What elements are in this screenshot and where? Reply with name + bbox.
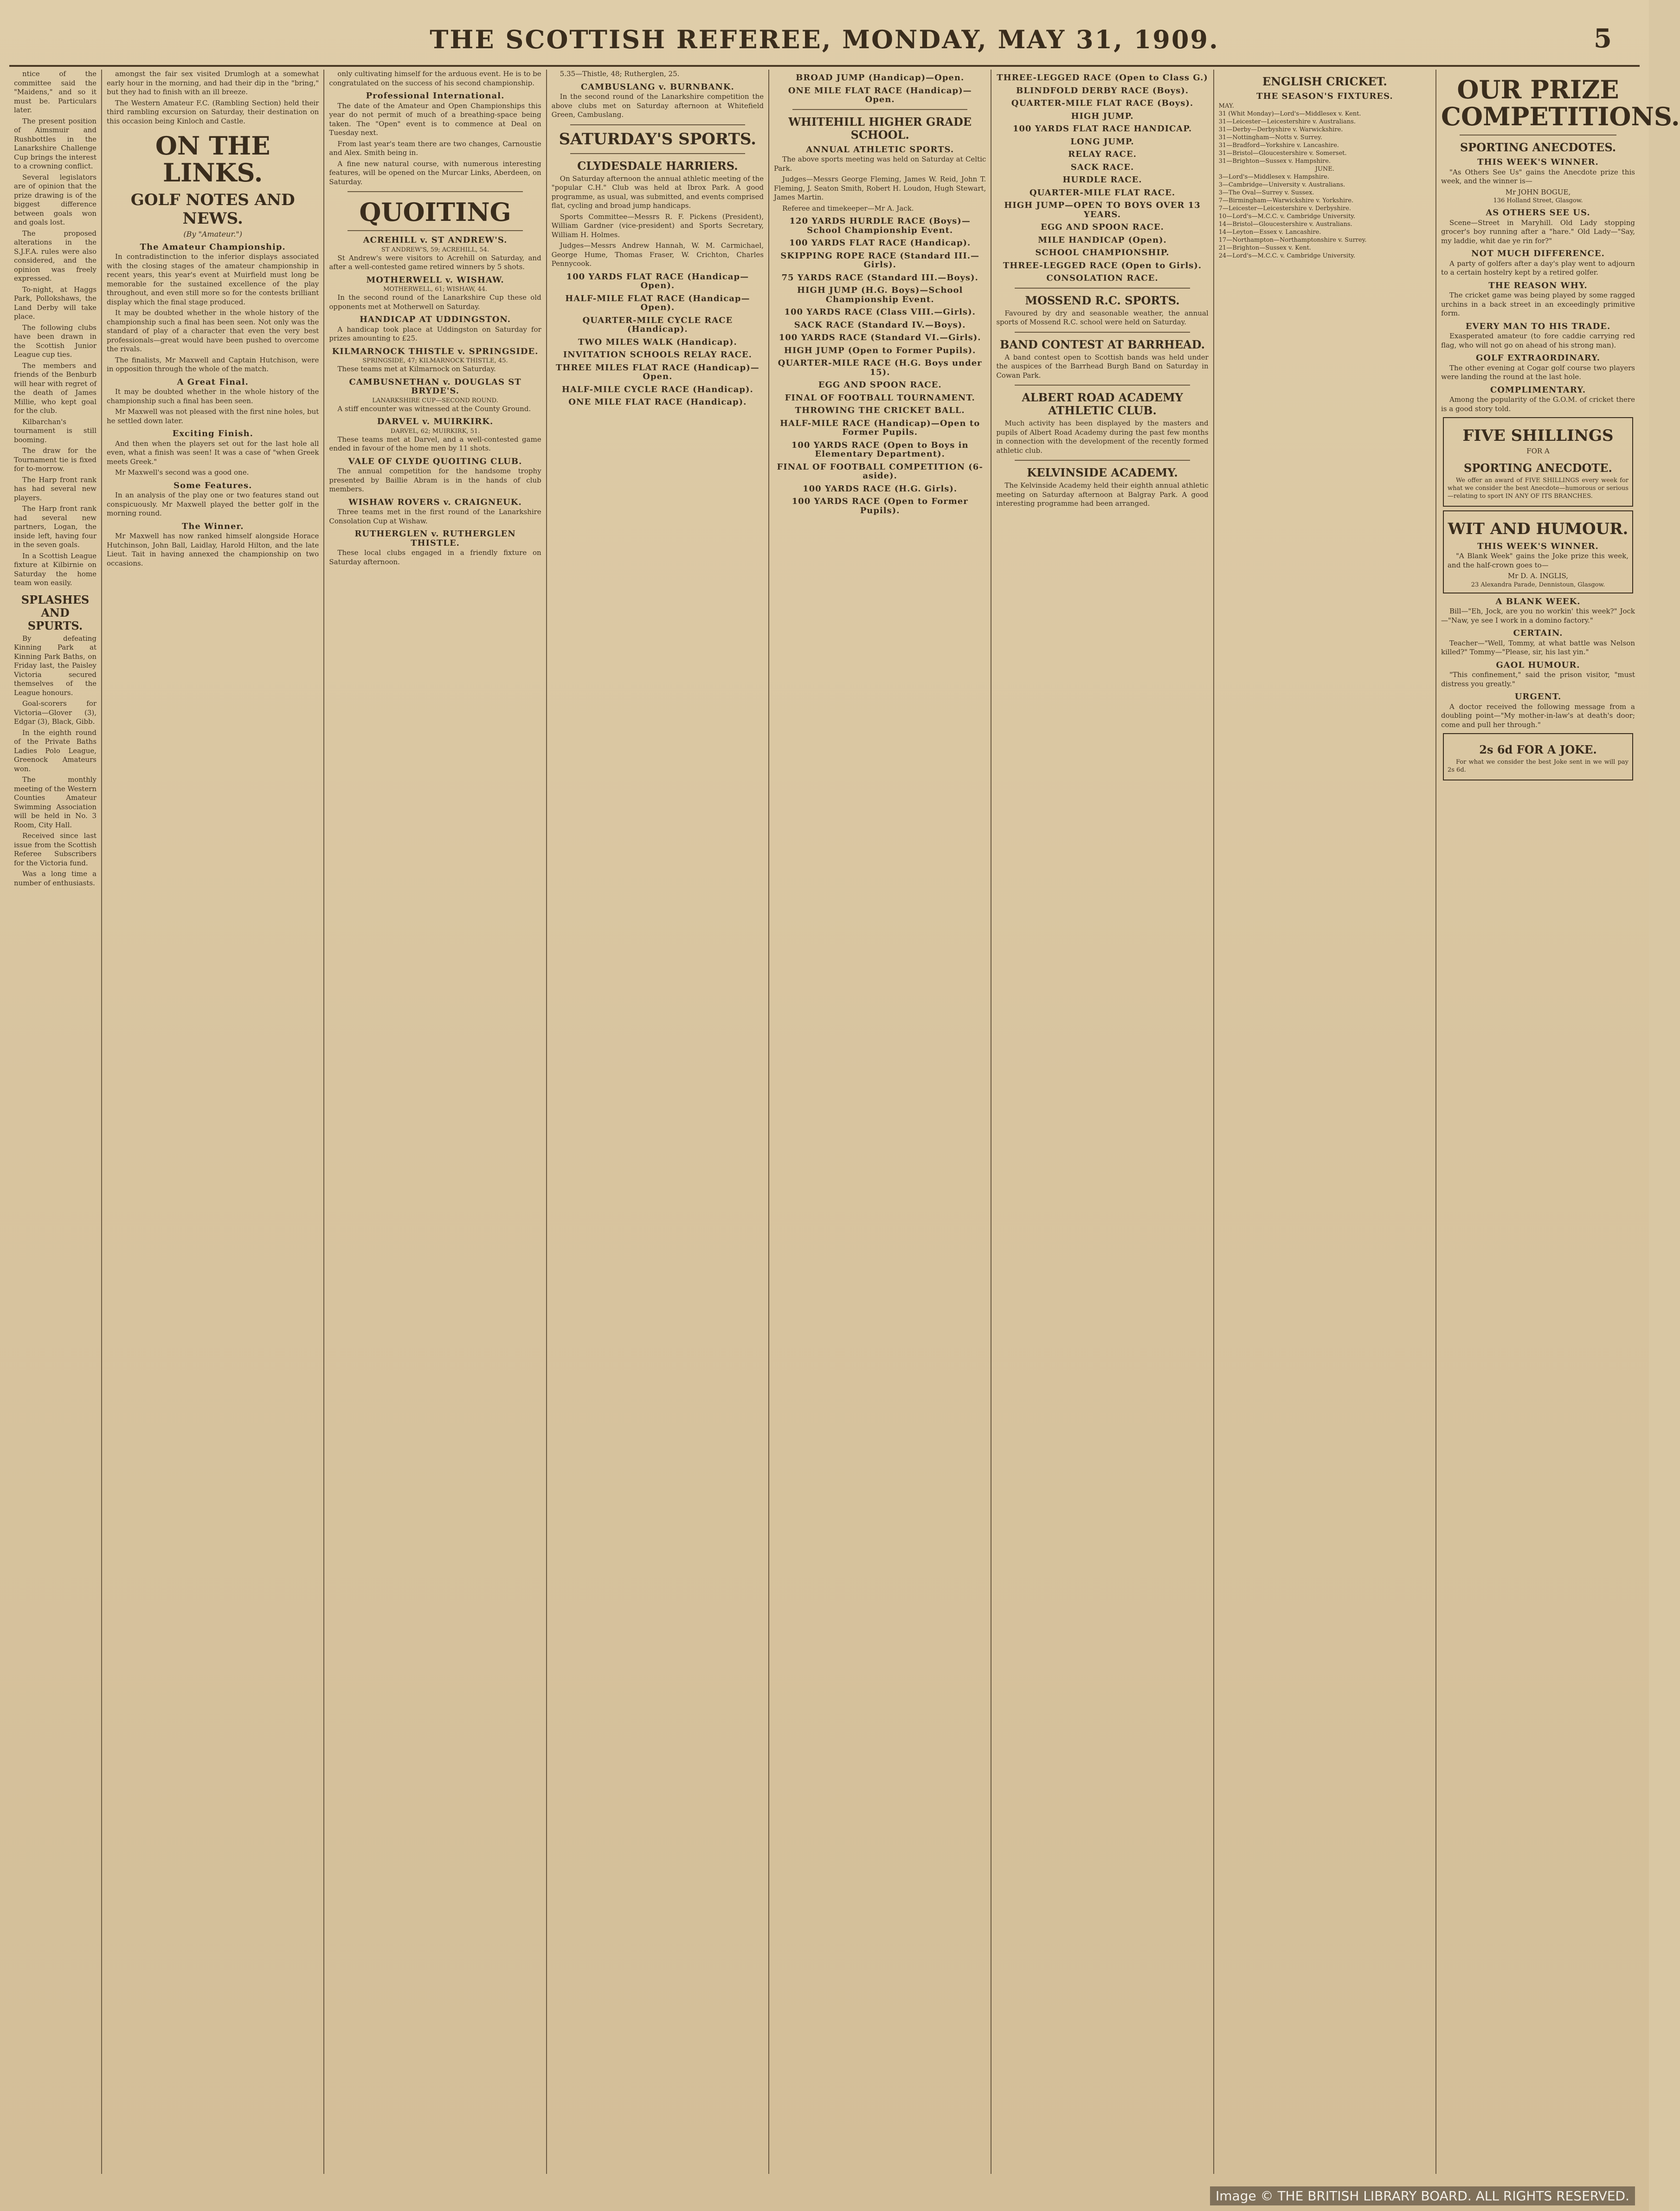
match-body: Three teams met in the first round of the Lanarkshire Consolation Cup at Wishaw. [329, 508, 541, 525]
article-paragraph: The Western Amateur F.C. (Rambling Section) held their third rambling excursion on Saturday, their destination on this occasion being Kinloch and Castle. [107, 98, 319, 125]
article-paragraph: The Harp front rank has had several new players. [14, 475, 97, 502]
event-title: THREE-LEGGED RACE (Open to Class G.) [997, 73, 1208, 83]
article-paragraph: Judges—Messrs Andrew Hannah, W. M. Carmichael, George Hume, Thomas Fraser, W. Crichton, Charles Pennycook. [551, 241, 764, 268]
article-paragraph: Sports Committee—Messrs R. F. Pickens (President), William Gardner (vice-president) and Sports Secretary, William H. Holmes. [551, 212, 764, 239]
divider [1015, 332, 1190, 333]
article-paragraph: only cultivating himself for the arduous event. He is to be congratulated on the success of his second championship. [329, 70, 541, 87]
event-title: INVITATION SCHOOLS RELAY RACE. [563, 350, 752, 360]
column-8 [1436, 70, 1680, 2174]
section-subheading: SPORTING ANECDOTES. [1460, 141, 1616, 154]
article-paragraph: The monthly meeting of the Western Counties Amateur Swimming Association will be held in No. 3 Room, City Hall. [14, 775, 97, 829]
offer-text: We offer an award of FIVE SHILLINGS every week for what we consider the best Anecdote—humorous or serious—relating to sport IN ANY OF ITS BRANCHES. [1447, 477, 1629, 500]
divider [1015, 385, 1190, 386]
article-paragraph: The Kelvinside Academy held their eighth annual athletic meeting on Saturday afternoon at Balgray Park. A good interesting programme had been arranged. [996, 481, 1209, 508]
story-text: The cricket game was being played by some ragged urchins in a back street in an exceedingly primitive form. [1441, 291, 1635, 317]
match-score: DARVEL, 62; MUIRKIRK, 51. [390, 427, 480, 435]
winner-name: Mr JOHN BOGUE, [1505, 187, 1571, 196]
fixture-line: 17—Northampton—Northamptonshire v. Surrey. [1218, 236, 1367, 244]
section-heading: SPLASHES AND SPURTS. [21, 593, 90, 632]
subsection-title: CAMBUSLANG v. BURNBANK. [580, 82, 734, 92]
subsection-title: Some Features. [173, 480, 252, 490]
image-credit: Image © THE BRITISH LIBRARY BOARD. ALL RIGHTS RESERVED. [1210, 2186, 1635, 2205]
divider [570, 124, 745, 125]
column-6 [991, 70, 1214, 2174]
article-paragraph: The members and friends of the Benburb will hear with regret of the death of James Millie, who kept goal for the club. [14, 361, 97, 415]
joke-prize-text: For what we consider the best Joke sent in we will pay 2s 6d. [1447, 759, 1629, 774]
story-title: COMPLIMENTARY. [1490, 385, 1586, 395]
story-text: The other evening at Cogar golf course two players were landing the round at the last hole. [1441, 363, 1635, 381]
event-title: QUARTER-MILE RACE (H.G. Boys under 15). [778, 358, 982, 377]
fixture-line: 31—Brighton—Sussex v. Hampshire. [1218, 157, 1331, 165]
article-paragraph: Goal-scorers for Victoria—Glover (3), Edgar (3), Black, Gibb. [14, 699, 97, 726]
section-subheading: GOLF NOTES AND NEWS. [130, 191, 295, 228]
winner-text: "A Blank Week" gains the Joke prize this week, and the half-crown goes to— [1447, 552, 1629, 569]
fixture-line: 31—Nottingham—Notts v. Surrey. [1218, 134, 1322, 141]
match-title: WISHAW ROVERS v. CRAIGNEUK. [348, 497, 522, 507]
subsection-title: Exciting Finish. [172, 429, 253, 438]
match-report [329, 347, 541, 374]
fixture-line: 31—Bradford—Yorkshire v. Lancashire. [1218, 142, 1339, 149]
article-paragraph: In contradistinction to the inferior displays associated with the closing stages of the amateur championship in recent years, this year's event at Muirfield must long be memorable for the sustained excellence of the play throughout, and even still more so for the contests brilliant display which the final stage produced. [107, 252, 319, 306]
event-title: QUARTER-MILE CYCLE RACE (Handicap). [582, 315, 733, 334]
divider [570, 153, 745, 154]
wit-box [1443, 510, 1633, 593]
joke-title: A BLANK WEEK. [1495, 596, 1581, 606]
article-paragraph: And then when the players set out for the last hole all even, what a finish was seen! It was a case of "when Greek meets Greek." [107, 439, 319, 466]
event-title: 75 YARDS RACE (Standard III.—Boys). [781, 272, 978, 283]
subsection-title: Professional International. [366, 91, 505, 101]
event-title: QUARTER-MILE FLAT RACE. [1029, 187, 1176, 198]
match-body: A stiff encounter was witnessed at the County Ground. [337, 404, 531, 413]
event-title: 100 YARDS RACE (Standard VI.—Girls). [779, 333, 981, 342]
match-title: HANDICAP AT UDDINGSTON. [360, 315, 511, 324]
article-paragraph: The finalists, Mr Maxwell and Captain Hutchison, were in opposition through the whole of the match. [107, 355, 319, 373]
section-heading: SATURDAY'S SPORTS. [559, 129, 757, 148]
match-score: ST ANDREW'S, 59; ACREHILL, 54. [381, 246, 489, 253]
article-paragraph: Several legislators are of opinion that the prize drawing is of the biggest difference between goals won and goals lost. [14, 173, 97, 226]
event-title: BLINDFOLD DERBY RACE (Boys). [1016, 85, 1189, 96]
divider [1015, 460, 1190, 461]
subsection-title: The Winner. [181, 521, 244, 531]
article-paragraph: The present position of Aimsmuir and Rushbottles in the Lanarkshire Challenge Cup brings the interest to a crowning conflict. [14, 116, 97, 170]
event-title: ONE MILE FLAT RACE (Handicap). [568, 397, 747, 407]
subsection-title: A Great Final. [177, 377, 249, 387]
event-title: SCHOOL CHAMPIONSHIP. [1035, 248, 1170, 258]
article-paragraph: On Saturday afternoon the annual athletic meeting of the "popular C.H." Club was held at Ibrox Park. A good programme, as usual, was submitted, and events comprised flat, cycling and broad jump handicaps. [551, 174, 764, 210]
joke-title: CERTAIN. [1513, 628, 1563, 638]
event-title: 100 YARDS RACE (Class VIII.—Girls). [784, 307, 976, 317]
article-paragraph: The following clubs have been drawn in the Scottish Junior League cup ties. [14, 323, 97, 359]
article-paragraph: To-night, at Haggs Park, Pollokshaws, the Land Derby will take place. [14, 285, 97, 321]
event-title: LONG JUMP. [1070, 136, 1134, 147]
event-title: 100 YARDS FLAT RACE (Handicap). [789, 238, 971, 248]
columns [9, 70, 1680, 2174]
event-title: MILE HANDICAP (Open). [1038, 235, 1167, 245]
column-1 [9, 70, 102, 2174]
section-heading: ON THE LINKS. [155, 131, 270, 187]
section-subheading: CLYDESDALE HARRIERS. [577, 159, 738, 173]
match-report [329, 236, 541, 272]
fixture-month: JUNE. [1315, 165, 1334, 173]
winner-label: THIS WEEK'S WINNER. [1477, 157, 1599, 167]
event-title: BROAD JUMP (Handicap)—Open. [796, 73, 965, 83]
match-title: DARVEL v. MUIRKIRK. [377, 417, 494, 426]
event-title: 100 YARDS FLAT RACE (Handicap—Open). [566, 271, 749, 290]
article-paragraph: Received since last issue from the Scottish Referee Subscribers for the Victoria fund. [14, 832, 97, 867]
event-title: HURDLE RACE. [1062, 175, 1142, 185]
winner-text: "As Others See Us" gains the Anecdote prize this week, and the winner is— [1441, 168, 1635, 185]
story-text: Scene—Street in Maryhill. Old Lady stopping grocer's boy running after a "hare." Old Lady—"Say, my laddie, whit dae ye rin for?" [1441, 218, 1635, 245]
winner-name: Mr D. A. INGLIS, [1507, 572, 1569, 580]
fixture-line: MAY. [1218, 102, 1234, 110]
match-score: LANARKSHIRE CUP—SECOND ROUND. [372, 397, 498, 404]
offer-title: FIVE SHILLINGS [1462, 426, 1614, 445]
article-paragraph: Was a long time a number of enthusiasts. [14, 870, 97, 887]
article-paragraph: A band contest open to Scottish bands was held under the auspices of the Barrhead Burgh Band on Saturday in Cowan Park. [996, 353, 1209, 380]
section-heading: WHITEHILL HIGHER GRADE SCHOOL. [788, 115, 972, 142]
match-report [329, 315, 541, 343]
article-paragraph: In the second round of the Lanarkshire competition the above clubs met on Saturday afternoon at Whitefield Green, Cambuslang. [551, 92, 764, 119]
article-paragraph: In a Scottish League fixture at Kilbirnie on Saturday the home team won easily. [14, 551, 97, 587]
story-title: AS OTHERS SEE US. [1486, 208, 1590, 218]
masthead-rule [9, 65, 1640, 67]
fixture-line: 31—Bristol—Gloucestershire v. Somerset. [1218, 149, 1347, 157]
event-title: HIGH JUMP (Open to Former Pupils). [784, 345, 976, 355]
fixture-line: 31 (Whit Monday)—Lord's—Middlesex v. Kent. [1218, 110, 1361, 117]
story-title: THE REASON WHY. [1488, 280, 1588, 290]
joke-text: Bill—"Eh, Jock, are you no workin' this week?" Jock—"Naw, ye see I work in a domino factory." [1441, 607, 1635, 625]
match-title: MOTHERWELL v. WISHAW. [366, 275, 504, 285]
offer-for: FOR A [1526, 447, 1550, 455]
fixture-line: 3—Lord's—Middlesex v. Hampshire. [1218, 173, 1330, 180]
article-paragraph: It may be doubted whether in the whole history of the championship such a final has been seen. [107, 387, 319, 405]
column-4 [547, 70, 769, 2174]
article-paragraph: In an analysis of the play one or two features stand out conspicuously. Mr Maxwell played the better golf in the morning round. [107, 491, 319, 517]
story-text: Exasperated amateur (to fore caddie carrying red flag, who will not go on ahead of his strong man). [1441, 332, 1635, 349]
match-report [329, 529, 541, 567]
story-text: A party of golfers after a day's play went to adjourn to a certain hostelry kept by a retired golfer. [1441, 259, 1635, 277]
article-paragraph: It may be doubted whether in the whole history of the championship such a final has been seen. Not only was the standard of play of a character that even the very best professionals—great would have been pushed to overcome the rivals. [107, 309, 319, 353]
match-score: MOTHERWELL, 61; WISHAW, 44. [383, 286, 488, 293]
match-body: St Andrew's were visitors to Acrehill on Saturday, and after a well-contested game retired winners by 5 shots. [329, 253, 541, 271]
match-title: RUTHERGLEN v. RUTHERGLEN THISTLE. [354, 529, 516, 548]
column-5 [769, 70, 991, 2174]
article-paragraph: The date of the Amateur and Open Championships this year do not permit of much of a breathing-space being taken. The "Open" event is to commence at Deal on Tuesday next. [329, 101, 541, 137]
fixture-line: 31—Derby—Derbyshire v. Warwickshire. [1218, 126, 1343, 133]
match-body: These teams met at Kilmarnock on Saturday. [337, 365, 496, 373]
match-body: The annual competition for the handsome trophy presented by Baillie Abram is in the hands of club members. [329, 467, 541, 493]
page-number: 5 [1594, 23, 1612, 54]
article-paragraph: 5.35—Thistle, 48; Rutherglen, 25. [560, 70, 680, 78]
event-title: QUARTER-MILE FLAT RACE (Boys). [1011, 98, 1194, 108]
story-text: Among the popularity of the G.O.M. of cricket there is a good story told. [1441, 395, 1635, 413]
column-2 [102, 70, 324, 2174]
divider [792, 109, 967, 110]
divider [348, 191, 522, 192]
event-title: TWO MILES WALK (Handicap). [578, 337, 737, 347]
column-3 [324, 70, 547, 2174]
event-title: SKIPPING ROPE RACE (Standard III.—Girls). [780, 251, 980, 270]
column-7 [1214, 70, 1436, 2174]
event-title: THREE-LEGGED RACE (Open to Girls). [1003, 260, 1202, 271]
article-paragraph: Mr Maxwell was not pleased with the first nine holes, but he settled down later. [107, 407, 319, 425]
fixture-line: 3—Cambridge—University v. Australians. [1218, 181, 1345, 188]
joke-prize-box [1443, 733, 1633, 780]
joke-prize-title: 2s 6d FOR A JOKE. [1479, 743, 1597, 756]
joke-title: URGENT. [1514, 692, 1562, 702]
story-title: EVERY MAN TO HIS TRADE. [1465, 321, 1611, 331]
match-title: KILMARNOCK THISTLE v. SPRINGSIDE. [332, 346, 539, 356]
event-title: EGG AND SPOON RACE. [818, 380, 942, 390]
event-title: ONE MILE FLAT RACE (Handicap)—Open. [788, 85, 972, 104]
event-title: 100 YARDS RACE (Open to Boys in Elementary Department). [791, 440, 969, 459]
event-title: CONSOLATION RACE. [1046, 273, 1159, 283]
article-paragraph: A fine new natural course, with numerous interesting features, will be opened on the Murcar Links, Aberdeen, on Saturday. [329, 159, 541, 186]
divider [348, 230, 522, 231]
article-paragraph: From last year's team there are two changes, Carnoustie and Alex. Smith being in. [329, 139, 541, 157]
event-title: HIGH JUMP (H.G. Boys)—School Championship Event. [797, 285, 963, 304]
event-title: EGG AND SPOON RACE. [1041, 222, 1164, 232]
match-title: VALE OF CLYDE QUOITING CLUB. [348, 456, 522, 466]
offer-subtitle: SPORTING ANECDOTE. [1464, 461, 1612, 475]
article-paragraph: Kilbarchan's tournament is still booming. [14, 417, 97, 444]
section-subheading: ANNUAL ATHLETIC SPORTS. [806, 144, 954, 155]
article-paragraph: The draw for the Tournament tie is fixed for to-morrow. [14, 446, 97, 473]
event-title: FINAL OF FOOTBALL COMPETITION (6-aside). [777, 462, 983, 481]
section-subheading: THE SEASON'S FIXTURES. [1256, 91, 1393, 101]
event-title: HALF-MILE CYCLE RACE (Handicap). [561, 384, 753, 394]
article-paragraph: Favoured by dry and seasonable weather, the annual sports of Mossend R.C. school were held on Saturday. [996, 309, 1209, 326]
section-heading: ALBERT ROAD ACADEMY ATHLETIC CLUB. [1022, 391, 1183, 417]
article-paragraph: Judges—Messrs George Fleming, James W. Reid, John T. Fleming, J. Seaton Smith, Robert H. Loudon, Hugh Stewart, James Martin. [774, 175, 986, 201]
match-title: CAMBUSNETHAN v. DOUGLAS ST BRYDE'S. [349, 377, 521, 396]
event-title: SACK RACE (Standard IV.—Boys). [794, 320, 966, 330]
event-title: THREE MILES FLAT RACE (Handicap)—Open. [555, 362, 760, 381]
match-body: These teams met at Darvel, and a well-contested game ended in favour of the home men by 11 shots. [329, 435, 541, 452]
section-heading: ENGLISH CRICKET. [1262, 75, 1387, 88]
wit-title: WIT AND HUMOUR. [1448, 519, 1629, 538]
match-report [329, 276, 541, 312]
match-body: A handicap took place at Uddingston on Saturday for prizes amounting to £25. [329, 325, 541, 342]
divider [1015, 288, 1190, 289]
fixture-line: 10—Lord's—M.C.C. v. Cambridge University. [1218, 213, 1356, 220]
event-title: SACK RACE. [1070, 162, 1134, 172]
article-paragraph: Much activity has been displayed by the masters and pupils of Albert Road Academy during the past few months in connection with the development of the recently formed athletic club. [996, 419, 1209, 455]
match-score: SPRINGSIDE, 47; KILMARNOCK THISTLE, 45. [362, 357, 508, 364]
event-title: 100 YARDS FLAT RACE HANDICAP. [1012, 124, 1192, 134]
article-paragraph: The above sports meeting was held on Saturday at Celtic Park. [774, 155, 986, 173]
section-heading: QUOITING [359, 197, 511, 227]
match-report [329, 498, 541, 526]
match-title: ACREHILL v. ST ANDREW'S. [363, 235, 508, 245]
fixture-line: 3—The Oval—Surrey v. Sussex. [1218, 189, 1314, 196]
fixture-line: 14—Bristol—Gloucestershire v. Australians. [1218, 220, 1352, 228]
article-paragraph: The proposed alterations in the S.J.F.A. rules were also considered, and the opinion was freely expressed. [14, 229, 97, 283]
fixture-line: 7—Leicester—Leicestershire v. Derbyshire. [1218, 205, 1351, 212]
joke-text: A doctor received the following message from a doubling point—"My mother-in-law's at death's door; come and pull her through." [1441, 702, 1635, 729]
match-body: These local clubs engaged in a friendly fixture on Saturday afternoon. [329, 548, 541, 566]
match-body: In the second round of the Lanarkshire Cup these old opponents met at Motherwell on Saturday. [329, 293, 541, 311]
event-title: 120 YARDS HURDLE RACE (Boys)—School Championship Event. [789, 216, 971, 235]
event-title: 100 YARDS RACE (Open to Former Pupils). [792, 496, 968, 516]
article-paragraph: Mr Maxwell has now ranked himself alongside Horace Hutchinson, John Ball, Laidlay, Harold Hilton, and the late Lieut. Tait in having annexed the championship on two occasions. [107, 532, 319, 567]
section-heading: OUR PRIZE COMPETITIONS. [1441, 75, 1680, 131]
offer-box [1443, 417, 1633, 507]
section-heading: KELVINSIDE ACADEMY. [1027, 466, 1178, 479]
event-title: HIGH JUMP—OPEN TO BOYS OVER 13 YEARS. [1004, 200, 1201, 219]
winner-label: THIS WEEK'S WINNER. [1477, 541, 1599, 551]
winner-address: 136 Holland Street, Glasgow. [1493, 197, 1583, 204]
byline: (By "Amateur.") [183, 230, 242, 239]
story-title: NOT MUCH DIFFERENCE. [1471, 249, 1605, 258]
section-heading: MOSSEND R.C. SPORTS. [1025, 293, 1180, 307]
joke-text: "This confinement," said the prison visitor, "must distress you greatly." [1441, 670, 1635, 688]
event-title: HIGH JUMP. [1071, 111, 1134, 121]
event-title: HALF-MILE FLAT RACE (Handicap—Open). [565, 293, 750, 312]
fixture-line: 14—Leyton—Essex v. Lancashire. [1218, 228, 1321, 236]
subsection-title: The Amateur Championship. [140, 242, 286, 252]
event-title: FINAL OF FOOTBALL TOURNAMENT. [785, 393, 975, 403]
event-title: RELAY RACE. [1068, 149, 1137, 159]
fixture-line: 21—Brighton—Sussex v. Kent. [1218, 244, 1311, 251]
event-title: 100 YARDS RACE (H.G. Girls). [803, 483, 958, 494]
fixture-line: 24—Lord's—M.C.C. v. Cambridge University. [1218, 252, 1356, 259]
match-report [329, 457, 541, 494]
joke-text: Teacher—"Well, Tommy, at what battle was Nelson killed?" Tommy—"Please, sir, his last yin." [1441, 638, 1635, 656]
match-report [329, 417, 541, 453]
masthead-title: THE SCOTTISH REFEREE, MONDAY, MAY 31, 1909. [430, 25, 1219, 54]
article-paragraph: Mr Maxwell's second was a good one. [115, 468, 249, 477]
fixture-line: 7—Birmingham—Warwickshire v. Yorkshire. [1218, 197, 1354, 204]
event-title: HALF-MILE RACE (Handicap)—Open to Former Pupils. [780, 418, 980, 437]
article-paragraph: Referee and timekeeper—Mr A. Jack. [782, 204, 914, 213]
event-title: THROWING THE CRICKET BALL. [795, 406, 965, 415]
joke-title: GAOL HUMOUR. [1496, 660, 1580, 670]
story-title: GOLF EXTRAORDINARY. [1475, 353, 1600, 363]
article-paragraph: ntice of the committee said the "Maidens," and so it must be. Particulars later. [14, 70, 97, 114]
article-paragraph: amongst the fair sex visited Drumlogh at a somewhat early hour in the morning, and had their dip in the "bring," but they had to finish with an ill breeze. [107, 70, 319, 96]
winner-address: 23 Alexandra Parade, Dennistoun, Glasgow. [1471, 581, 1605, 588]
article-paragraph: The Harp front rank had several new partners, Logan, the inside left, having four in the seven goals. [14, 504, 97, 549]
article-paragraph: By defeating Kinning Park at Kinning Park Baths, on Friday last, the Paisley Victoria secured themselves of the League honours. [14, 634, 97, 697]
masthead [0, 19, 1649, 60]
fixture-line: 31—Leicester—Leicestershire v. Australians. [1218, 118, 1356, 125]
match-report [329, 378, 541, 414]
section-heading: BAND CONTEST AT BARRHEAD. [1000, 337, 1205, 351]
article-paragraph: In the eighth round of the Private Baths Ladies Polo League, Greenock Amateurs won. [14, 728, 97, 773]
